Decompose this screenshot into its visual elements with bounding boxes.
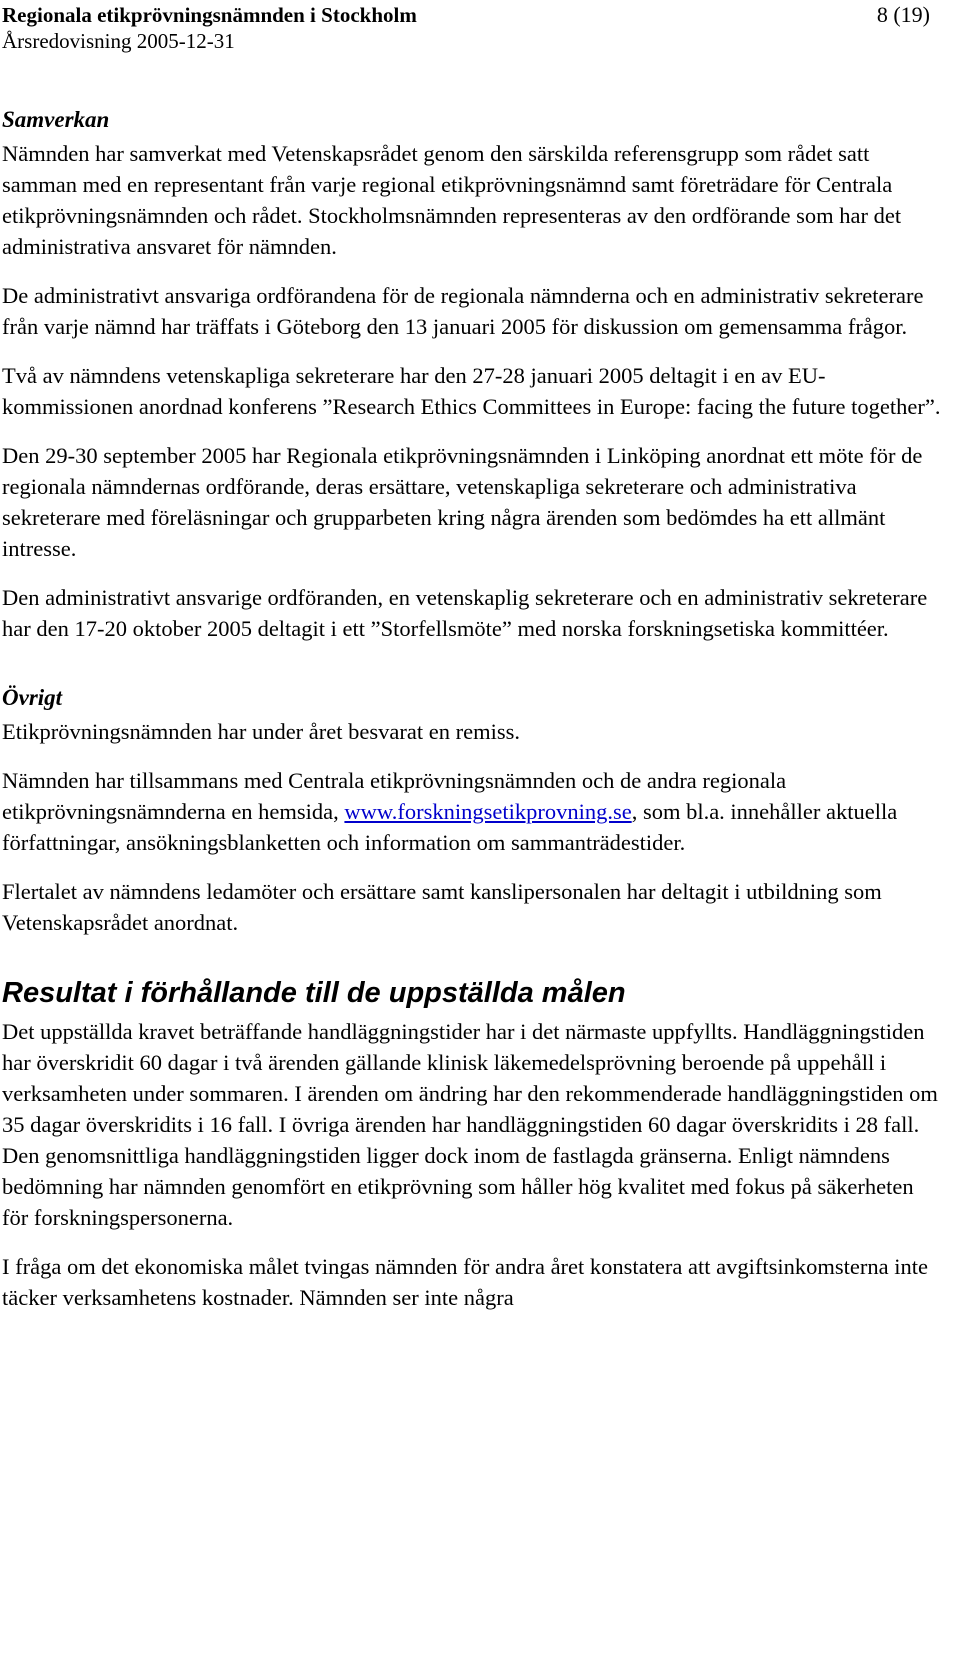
paragraph-text: Nämnden har tillsammans med Centrala etikprövningsnämnden och de andra regionala etikprövningsnämnderna en hemsida, xyxy=(2,768,787,824)
paragraph: De administrativt ansvariga ordförandena för de regionala nämnderna och en administrativ sekreterare från varje nämnd har träffats i Göteborg den 13 januari 2005 för diskussion om gemensamma frågor. xyxy=(2,283,924,339)
header-report-line: Årsredovisning 2005-12-31 xyxy=(2,29,235,53)
section-samverkan xyxy=(2,106,942,644)
paragraph: Etikprövningsnämnden har under året besvarat en remiss. xyxy=(2,719,520,744)
page-header xyxy=(2,2,417,54)
paragraph: Det uppställda kravet beträffande handläggningstider har i det närmaste uppfyllts. Handläggningstiden har överskridit 60 dagar i två ärenden gällande klinisk läkemedelsprövning beroende på uppehåll i verksamheten under sommaren. I ärenden om ändring har den rekommenderade handläggningstiden om 35 dagar överskridits i 16 fall. I övriga ärenden har handläggningstiden 60 dagar överskridits i 28 fall. Den genomsnittliga handläggningstiden ligger dock inom de fastlagda gränserna. Enligt nämndens bedömning har nämnden genomfört en etikprövning som håller hög kvalitet med fokus på säkerheten för forskningspersonerna. xyxy=(2,1019,938,1230)
section-heading-samverkan: Samverkan xyxy=(2,107,110,132)
website-link[interactable]: www.forskningsetikprovning.se xyxy=(344,799,632,824)
paragraph: Den 29-30 september 2005 har Regionala etikprövningsnämnden i Linköping anordnat ett möte för de regionala nämndernas ordförande, deras ersättare, vetenskapliga sekreterare och administrativa sekreterare med föreläsningar och grupparbeten kring några ärenden som bedömdes ha ett allmänt intresse. xyxy=(2,443,923,561)
paragraph-website xyxy=(2,765,942,858)
paragraph: Nämnden har samverkat med Vetenskapsrådet genom den särskilda referensgrupp som rådet satt samman med en representant från varje regional etikprövningsnämnd samt företrädare för Centrala etikprövningsnämnden och rådet. Stockholmsnämnden representeras av den ordförande som har det administrativa ansvaret för nämnden. xyxy=(2,141,902,259)
section-heading-resultat: Resultat i förhållande till de uppställda målen xyxy=(2,977,626,1009)
paragraph-text: , som bl.a. innehåller aktuella författningar, ansökningsblanketten och information om sammanträdestider. xyxy=(2,799,898,855)
paragraph: Flertalet av nämndens ledamöter och ersättare samt kanslipersonalen har deltagit i utbildning som Vetenskapsrådet anordnat. xyxy=(2,879,882,935)
paragraph: Den administrativt ansvarige ordföranden, en vetenskaplig sekreterare och en administrativ sekreterare har den 17-20 oktober 2005 deltagit i ett ”Storfellsmöte” med norska forskningsetiska kommittéer. xyxy=(2,585,928,641)
document-body xyxy=(2,106,942,1331)
section-heading-ovrigt: Övrigt xyxy=(2,685,63,710)
paragraph: I fråga om det ekonomiska målet tvingas nämnden för andra året konstatera att avgiftsinkomsterna inte täcker verksamhetens kostnader. Nämnden ser inte några xyxy=(2,1254,928,1310)
header-page-number: 8 (19) xyxy=(876,2,930,27)
section-ovrigt xyxy=(2,684,942,938)
header-org-title: Regionala etikprövningsnämnden i Stockholm xyxy=(2,3,417,27)
section-resultat xyxy=(2,976,942,1313)
paragraph: Två av nämndens vetenskapliga sekreterare har den 27-28 januari 2005 deltagit i en av EU-kommissionen anordnad konferens ”Research Ethics Committees in Europe: facing the future together”. xyxy=(2,363,941,419)
